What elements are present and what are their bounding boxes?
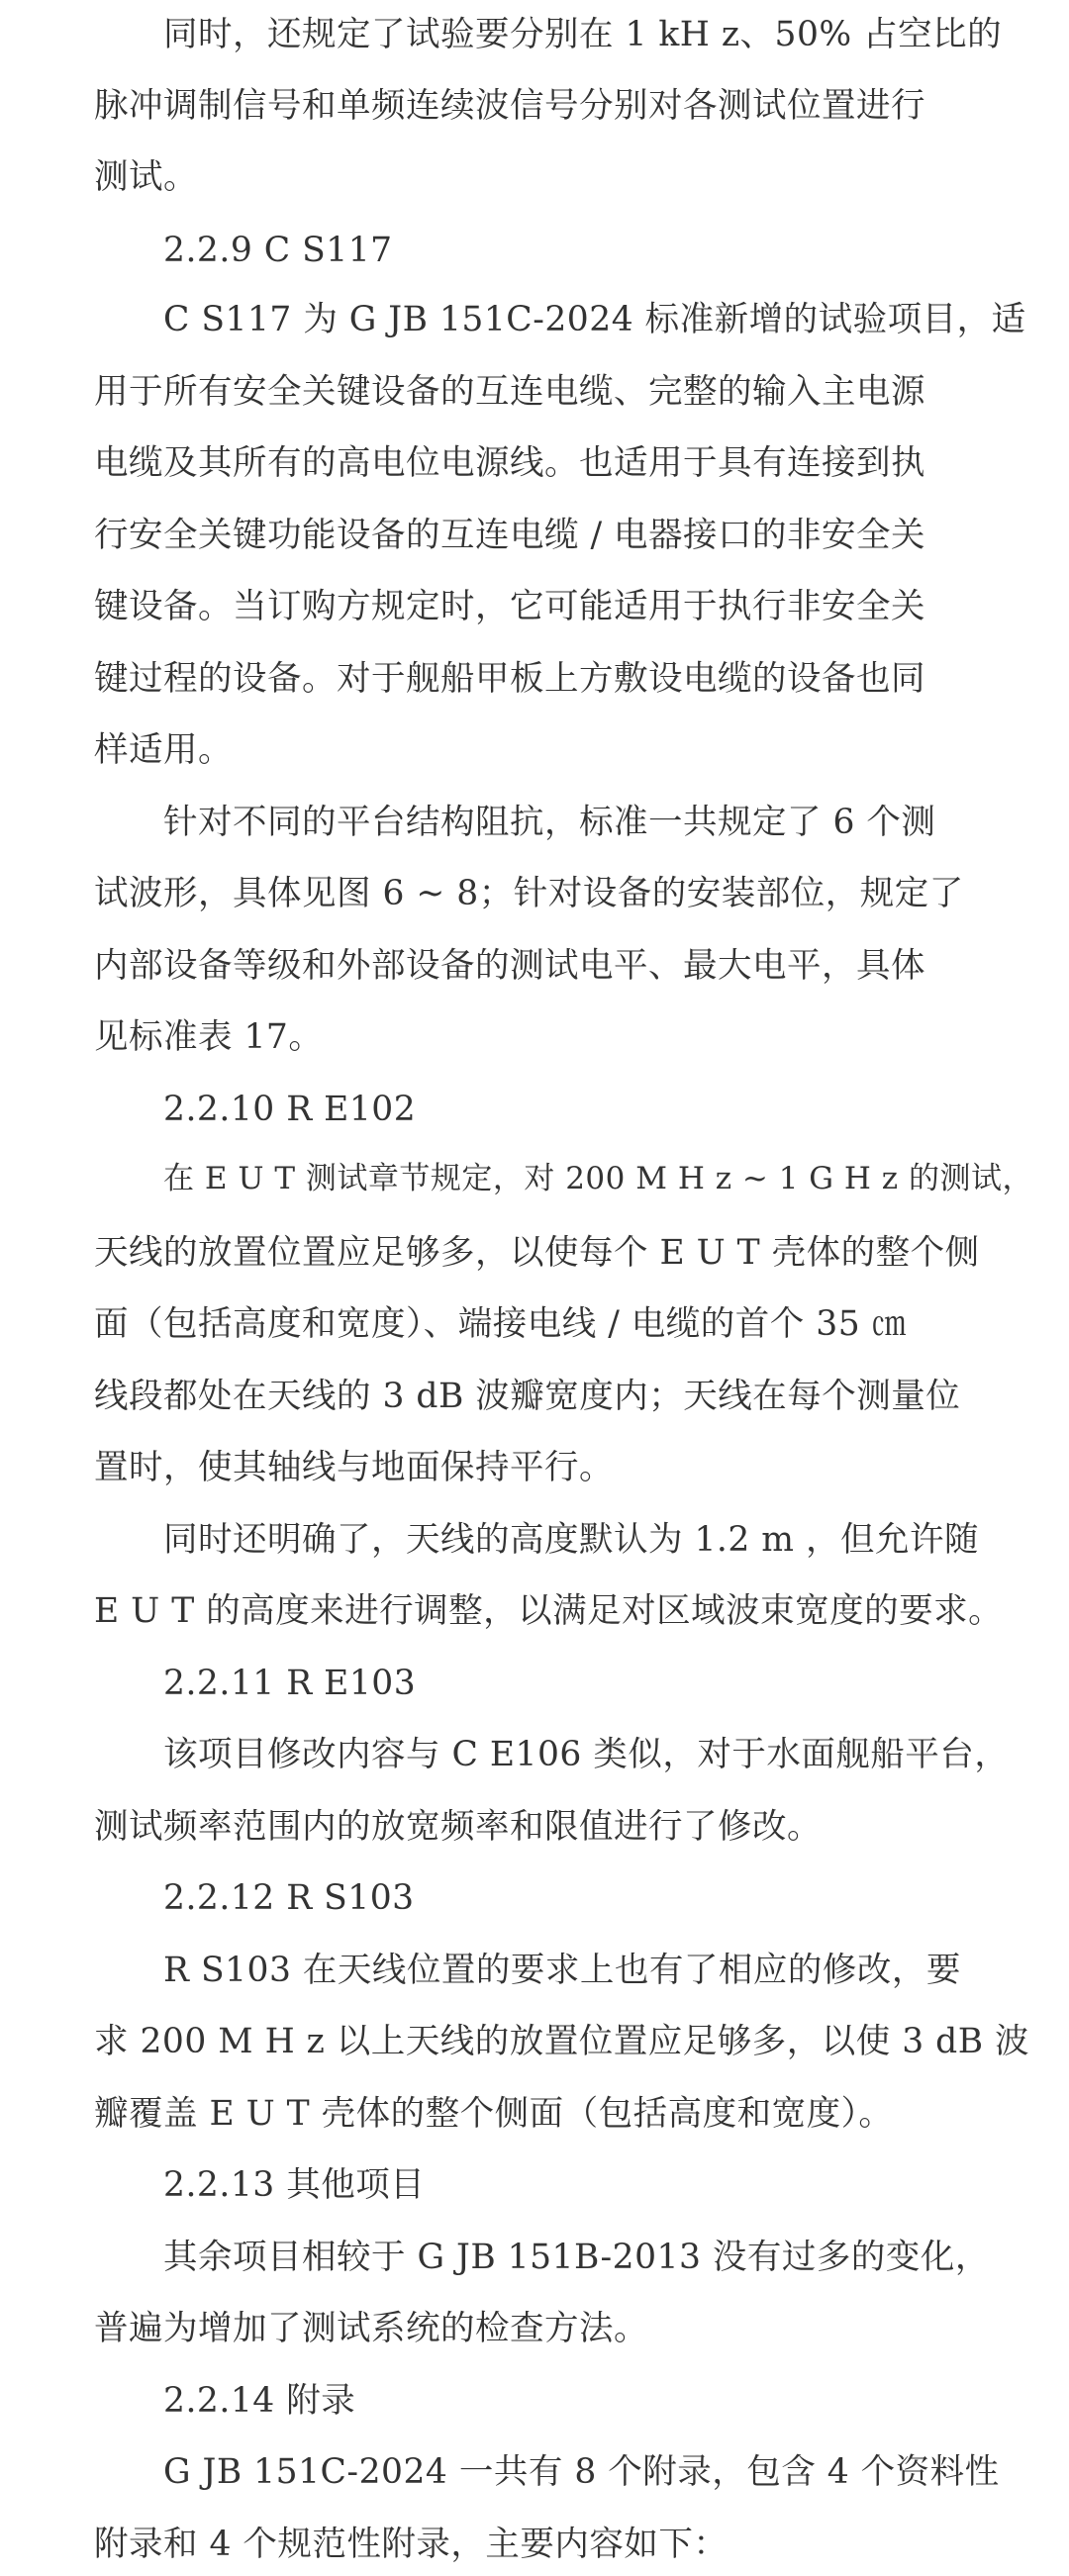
section-heading: 2.2.13 其他项目 xyxy=(163,2165,426,2205)
paragraph-line: 瓣覆盖 E U T 壳体的整个侧面（包括高度和宽度）。 xyxy=(94,2094,894,2134)
paragraph-line: 行安全关键功能设备的互连电缆 / 电器接口的非安全关 xyxy=(94,516,926,555)
section-heading: 2.2.9 C S117 xyxy=(163,231,393,270)
paragraph-line: C S117 为 G JB 151C-2024 标准新增的试验项目，适 xyxy=(163,300,1026,339)
paragraph-line: 见标准表 17。 xyxy=(94,1017,324,1057)
paragraph-line: 键设备。当订购方规定时，它可能适用于执行非安全关 xyxy=(94,587,925,626)
paragraph-line: 线段都处在天线的 3 dB 波瓣宽度内；天线在每个测量位 xyxy=(94,1377,961,1416)
section-heading: 2.2.14 附录 xyxy=(163,2381,356,2421)
paragraph-line: 样适用。 xyxy=(94,730,233,770)
paragraph-line: 键过程的设备。对于舰船甲板上方敷设电缆的设备也同 xyxy=(94,659,925,699)
paragraph-line: E U T 的高度来进行调整，以满足对区域波束宽度的要求。 xyxy=(94,1591,1004,1631)
paragraph-line: 该项目修改内容与 C E106 类似，对于水面舰船平台， xyxy=(163,1735,1010,1774)
paragraph-line: G JB 151C-2024 一共有 8 个附录，包含 4 个资料性 xyxy=(163,2452,1000,2492)
paragraph-line: 试波形，具体见图 6 ~ 8；针对设备的安装部位，规定了 xyxy=(94,874,964,913)
paragraph-line: 测试。 xyxy=(94,157,198,197)
paragraph-line: 内部设备等级和外部设备的测试电平、最大电平，具体 xyxy=(94,946,925,986)
paragraph-line: 用于所有安全关键设备的互连电缆、完整的输入主电源 xyxy=(94,372,925,412)
paragraph-line: 测试频率范围内的放宽频率和限值进行了修改。 xyxy=(94,1807,822,1847)
paragraph-line: 同时还明确了，天线的高度默认为 1.2 m ，但允许随 xyxy=(163,1520,979,1560)
section-heading: 2.2.11 R E103 xyxy=(163,1664,417,1703)
paragraph-line: 同时，还规定了试验要分别在 1 kH z、50% 占空比的 xyxy=(163,15,1003,54)
paragraph-line: 普遍为增加了测试系统的检查方法。 xyxy=(94,2309,648,2348)
paragraph-line: 附录和 4 个规范性附录，主要内容如下： xyxy=(94,2525,729,2564)
section-heading: 2.2.10 R E102 xyxy=(163,1090,417,1129)
paragraph-line: 针对不同的平台结构阻抗，标准一共规定了 6 个测 xyxy=(163,803,936,842)
paragraph-line: 脉冲调制信号和单频连续波信号分别对各测试位置进行 xyxy=(94,86,925,126)
paragraph-line: 天线的放置位置应足够多，以使每个 E U T 壳体的整个侧 xyxy=(94,1233,980,1273)
paragraph-line: 置时，使其轴线与地面保持平行。 xyxy=(94,1448,614,1487)
paragraph-line: 电缆及其所有的高电位电源线。也适用于具有连接到执 xyxy=(94,443,925,483)
section-heading: 2.2.12 R S103 xyxy=(163,1878,415,1918)
paragraph-line: 其余项目相较于 G JB 151B-2013 没有过多的变化， xyxy=(163,2238,990,2277)
paragraph-line: R S103 在天线位置的要求上也有了相应的修改，要 xyxy=(163,1951,961,1990)
paragraph-line: 求 200 M H z 以上天线的放置位置应足够多，以使 3 dB 波 xyxy=(94,2022,1030,2061)
paragraph-line: 面（包括高度和宽度）、端接电线 / 电缆的首个 35 ㎝ xyxy=(94,1304,907,1344)
paragraph-line: 在 E U T 测试章节规定，对 200 M H z ~ 1 G H z 的测试， xyxy=(163,1161,1033,1196)
